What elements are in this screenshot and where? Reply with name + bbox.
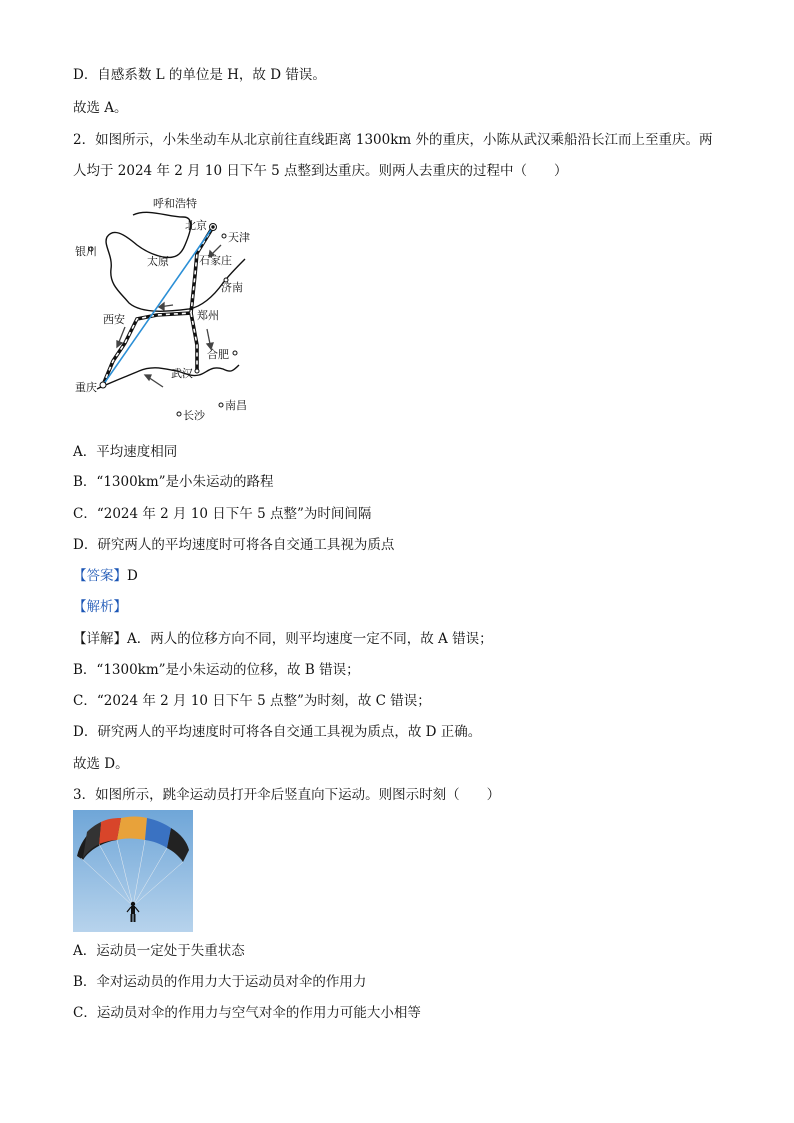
- option-b: B．“1300km”是小朱运动的路程: [73, 474, 274, 490]
- detail-line: B．“1300km”是小朱运动的位移，故 B 错误；: [73, 662, 360, 678]
- detail-text: A．两人的位移方向不同，则平均速度一定不同，故 A 错误；: [127, 631, 493, 647]
- answer-line: [73, 567, 138, 585]
- question-2-stem: 人均于 2024 年 2 月 10 日下午 5 点整到达重庆。则两人去重庆的过程中（ ）: [73, 163, 568, 179]
- question-3-stem: 3．如图所示，跳伞运动员打开伞后竖直向下运动。则图示时刻（ ）: [73, 787, 501, 803]
- detail-tag: 【详解】: [73, 631, 127, 647]
- city-label: 天津: [228, 231, 250, 244]
- city-label: 合肥: [207, 348, 229, 361]
- city-label: 武汉: [171, 367, 193, 380]
- city-label: 重庆: [75, 381, 97, 394]
- text-line: 故选 A。: [73, 100, 128, 116]
- answer-value: D: [127, 568, 138, 584]
- city-label: 郑州: [197, 309, 219, 322]
- city-label: 南昌: [225, 399, 247, 412]
- city-label: 呼和浩特: [153, 197, 197, 210]
- city-label: 银川: [75, 245, 97, 258]
- yangtze-river: [97, 365, 239, 389]
- city-label: 北京: [185, 219, 207, 232]
- question-2-stem: 2．如图所示，小朱坐动车从北京前往直线距离 1300km 外的重庆，小陈从武汉乘船沿长江而上至重庆。两: [73, 132, 713, 148]
- option-c: C．“2024 年 2 月 10 日下午 5 点整”为时间间隔: [73, 506, 372, 522]
- option-c: C．运动员对伞的作用力与空气对伞的作用力可能大小相等: [73, 1005, 421, 1021]
- city-label: 济南: [221, 281, 243, 294]
- detail-line: D．研究两人的平均速度时可将各自交通工具视为质点，故 D 正确。: [73, 724, 482, 740]
- analysis-tag: 【解析】: [73, 599, 127, 615]
- city-label: 太原: [147, 255, 169, 268]
- detail-line: [73, 630, 493, 648]
- text-line: D．自感系数 L 的单位是 H，故 D 错误。: [73, 67, 326, 83]
- answer-tag: 【答案】: [73, 568, 127, 584]
- city-label: 长沙: [183, 409, 205, 422]
- detail-line: C．“2024 年 2 月 10 日下午 5 点整”为时刻，故 C 错误；: [73, 693, 431, 709]
- city-label: 西安: [103, 313, 125, 326]
- text-line: 故选 D。: [73, 756, 129, 772]
- option-a: A．平均速度相同: [73, 444, 178, 460]
- parachute-photo: [73, 810, 193, 932]
- option-d: D．研究两人的平均速度时可将各自交通工具视为质点: [73, 537, 395, 553]
- city-label: 石家庄: [199, 254, 232, 267]
- route-map: [73, 193, 273, 423]
- option-a: A．运动员一定处于失重状态: [73, 943, 245, 959]
- option-b: B．伞对运动员的作用力大于运动员对伞的作用力: [73, 974, 367, 990]
